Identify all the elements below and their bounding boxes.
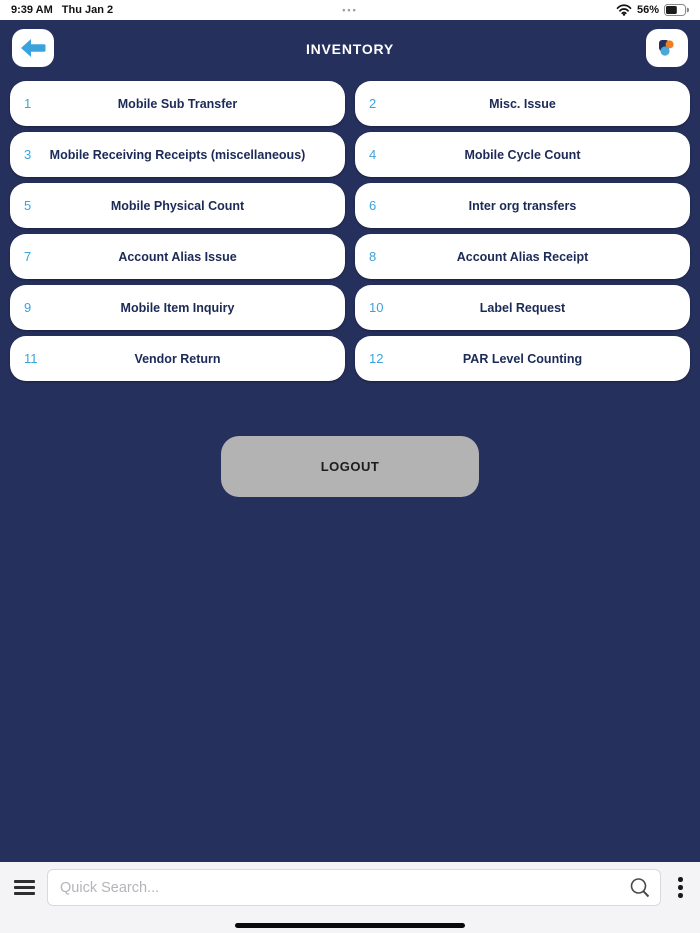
hamburger-menu-icon[interactable] [14,876,35,899]
header [0,20,700,78]
menu-item-number: 6 [369,198,377,213]
menu-item-number: 11 [24,351,38,366]
menu-item-label: Misc. Issue [489,96,556,111]
menu-item-label: Account Alias Issue [118,249,237,264]
app-logo-button[interactable] [646,29,688,67]
menu-item-label: Mobile Item Inquiry [120,300,235,315]
menu-item-label: Inter org transfers [468,198,577,213]
logout-button[interactable]: LOGOUT [221,436,479,497]
back-button[interactable] [12,29,54,67]
menu-grid [0,78,700,381]
menu-item-number: 9 [24,300,32,315]
menu-item-number: 5 [24,198,32,213]
menu-item-label: Mobile Physical Count [110,198,245,213]
menu-item-number: 1 [24,96,32,111]
menu-item[interactable] [10,132,345,177]
battery-percent: 56% [636,4,659,16]
menu-item-label: Account Alias Receipt [456,249,589,264]
menu-item-number: 4 [369,147,377,162]
menu-item-number: 3 [24,147,32,162]
search-input[interactable] [47,869,661,906]
menu-item[interactable] [355,183,690,228]
back-arrow-icon [20,38,46,58]
menu-item-number: 7 [24,249,32,264]
status-date: Thu Jan 2 [61,4,114,16]
menu-item[interactable] [355,234,690,279]
magnifier-icon[interactable] [628,876,652,900]
menu-item-number: 12 [369,351,384,366]
bottom-toolbar [0,862,700,933]
menu-item[interactable] [10,336,345,381]
status-time: 9:39 AM [11,4,53,16]
menu-item-label: Mobile Cycle Count [464,147,581,162]
menu-item-number: 8 [369,249,377,264]
menu-item[interactable] [355,285,690,330]
search-field-wrap [47,869,661,906]
menu-item[interactable] [10,285,345,330]
toolbar-row [0,862,700,906]
status-center-dots: ••• [342,5,358,15]
battery-icon [664,4,689,16]
page-title: INVENTORY [305,41,395,57]
menu-item[interactable] [10,234,345,279]
menu-item-label: PAR Level Counting [462,351,583,366]
kebab-more-icon[interactable] [673,875,688,899]
wifi-icon [616,4,632,16]
menu-item-label: Label Request [479,300,566,315]
menu-item-number: 10 [369,300,384,315]
menu-item[interactable] [10,183,345,228]
menu-item-label: Mobile Receiving Receipts (miscellaneous) [49,147,306,162]
home-indicator[interactable] [235,923,465,929]
menu-item-label: Vendor Return [134,351,221,366]
menu-item[interactable] [355,336,690,381]
menu-item[interactable] [355,81,690,126]
menu-item[interactable] [355,132,690,177]
menu-item[interactable] [10,81,345,126]
app-logo-icon [655,36,679,60]
status-bar [0,0,700,20]
menu-item-number: 2 [369,96,377,111]
status-right [616,4,689,16]
menu-item-label: Mobile Sub Transfer [117,96,238,111]
status-left [11,4,113,16]
